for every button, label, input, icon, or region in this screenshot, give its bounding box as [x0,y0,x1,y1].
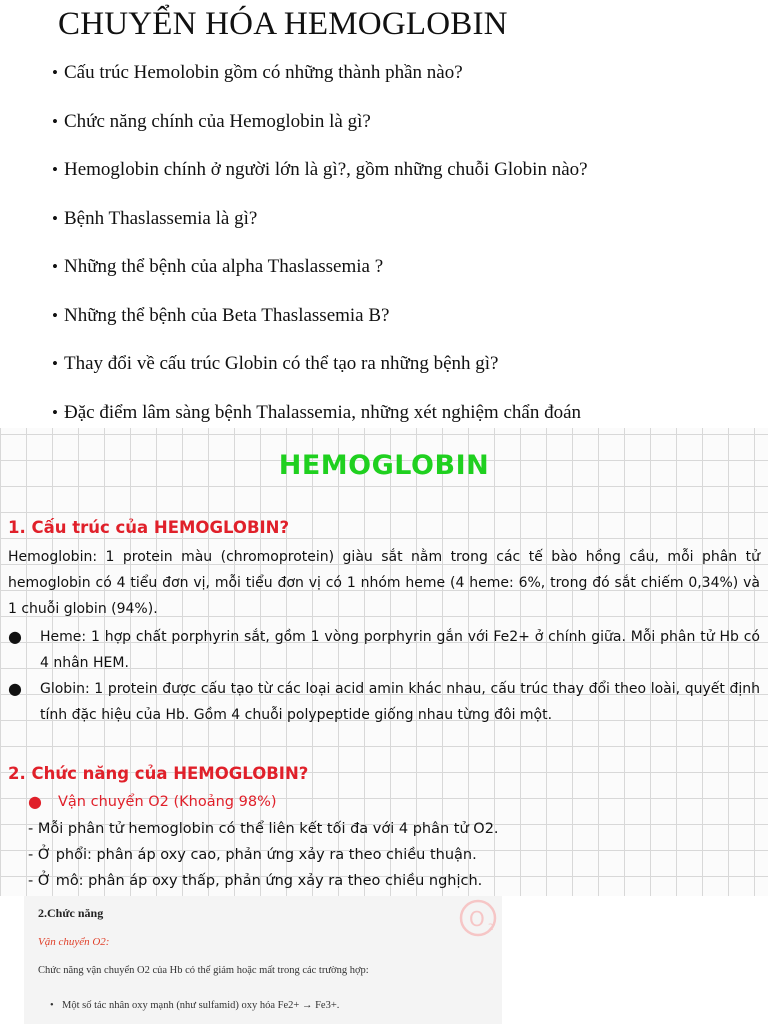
question-item: • Đặc điểm lâm sàng bệnh Thalassemia, những xét nghiệm chẩn đoán [52,396,588,445]
bullet-dot-icon: ● [8,679,22,698]
slide-section [0,0,768,428]
sub-bullet-text: Vận chuyển O2 (Khoảng 98%) [58,794,277,810]
question-item: • Thay đổi về cấu trúc Globin có thể tạo ra những bệnh gì? [52,347,588,396]
section-2-heading: 2. Chức năng của HEMOGLOBIN? [8,764,309,783]
question-item: • Hemoglobin chính ở người lớn là gì?, gồm những chuỗi Globin nào? [52,153,588,202]
section-1-heading: 1. Cấu trúc của HEMOGLOBIN? [8,518,290,537]
question-list [52,56,588,444]
document-snippet-section [0,896,768,1024]
card-subheading: Vận chuyển O2: [38,936,110,948]
notes-title: HEMOGLOBIN [278,450,490,481]
notebook-section [0,428,768,896]
dash-item: - Ở mô: phân áp oxy thấp, phản ứng xảy ra theo chiều nghịch. [28,873,483,889]
document-card [24,896,502,1024]
card-bullet: • Một số tác nhân oxy mạnh (như sulfamid) oxy hóa Fe2+ → Fe3+. [62,1000,339,1011]
card-heading: 2.Chức năng [38,906,104,920]
bullet-text: Heme: 1 hợp chất porphyrin sắt, gồm 1 vòng porphyrin gắn với Fe2+ ở chính giữa. Mỗi phân tử Hb có 4 nhân HEM. [40,629,760,671]
bullet-heme [8,624,760,676]
svg-text:2: 2 [488,923,494,933]
bullet-globin [8,676,760,728]
question-item: • Cấu trúc Hemolobin gồm có những thành phần nào? [52,56,588,105]
o2-logo-icon [448,898,502,938]
question-item: • Những thể bệnh của alpha Thaslassemia ? [52,250,588,299]
dash-item: - Ở phổi: phân áp oxy cao, phản ứng xảy ra theo chiều thuận. [28,847,477,863]
svg-text:O: O [469,907,485,931]
dash-item: - Mỗi phân tử hemoglobin có thể liên kết tối đa với 4 phân tử O2. [28,821,499,837]
bullet-dot-icon: ● [28,792,42,811]
question-item: • Những thể bệnh của Beta Thaslassemia B? [52,299,588,348]
question-item: • Bệnh Thaslassemia là gì? [52,202,588,251]
section-1-paragraph: Hemoglobin: 1 protein màu (chromoprotein) giàu sắt nằm trong các tế bào hồng cầu, mỗi phân tử hemoglobin có 4 tiểu đơn vị, mỗi tiểu đơn vị có 1 nhóm heme (4 heme: 6%, trong đó sắt chiếm 0,34%) và 1 chuỗi globin (94%). [8,549,760,617]
card-paragraph: Chức năng vận chuyển O2 của Hb có thể giảm hoặc mất trong các trường hợp: [38,965,369,976]
question-item: • Chức năng chính của Hemoglobin là gì? [52,105,588,154]
bullet-dot-icon: ● [8,627,22,646]
sub-bullet-o2 [28,789,277,815]
slide-title: CHUYỂN HÓA HEMOGLOBIN [58,6,508,42]
bullet-text: Globin: 1 protein được cấu tạo từ các loại acid amin khác nhau, cấu trúc thay đổi theo loài, quyết định tính đặc hiệu của Hb. Gồm 4 chuỗi polypeptide giống nhau từng đôi một. [40,681,760,723]
